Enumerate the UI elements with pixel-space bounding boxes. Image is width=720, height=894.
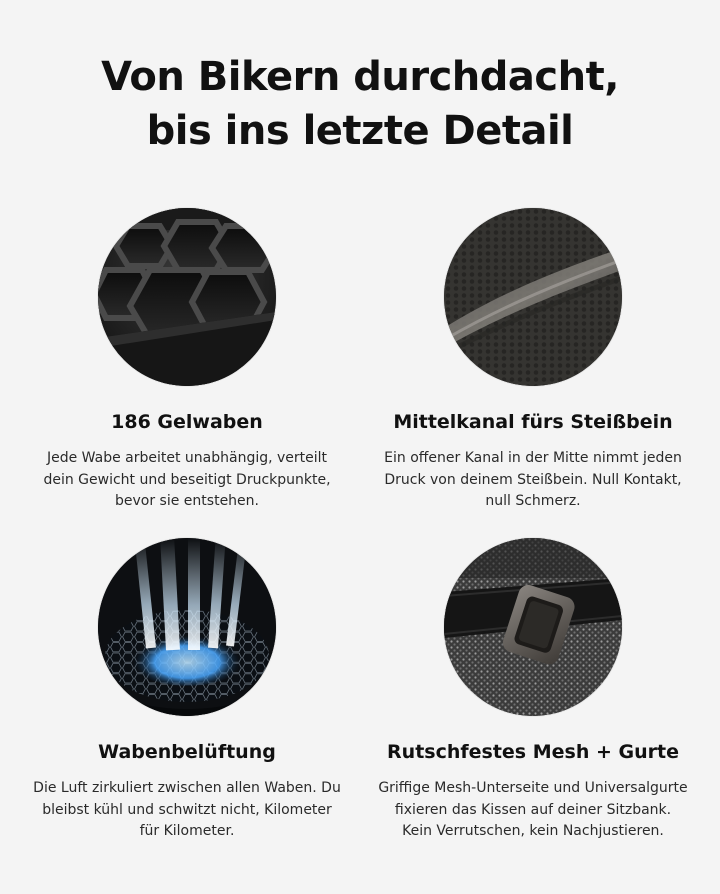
feature-description: Ein offener Kanal in der Mitte nimmt jeden Druck von deinem Steißbein. Null Kontakt, null Schmerz. xyxy=(384,450,682,509)
mesh-strap-image xyxy=(444,538,622,716)
page-headline xyxy=(0,50,720,158)
feature-title: Rutschfestes Mesh + Gurte xyxy=(387,741,679,763)
honeycomb-gel-image xyxy=(98,208,276,386)
headline-line-1: Von Bikern durchdacht, xyxy=(101,54,619,100)
feature-title: 186 Gelwaben xyxy=(111,411,263,433)
feature-description: Griffige Mesh-Unterseite und Universalgurte fixieren das Kissen auf deiner Sitzbank. Kein Verrutschen, kein Nachjustieren. xyxy=(378,780,688,839)
center-channel-image xyxy=(444,208,622,386)
feature-description: Die Luft zirkuliert zwischen allen Waben. Du bleibst kühl und schwitzt nicht, Kilometer für Kilometer. xyxy=(33,780,341,839)
feature-description: Jede Wabe arbeitet unabhängig, verteilt dein Gewicht und beseitigt Druckpunkte, bevor sie entstehen. xyxy=(43,450,331,509)
feature-center-channel xyxy=(353,208,713,513)
feature-mesh-straps xyxy=(353,538,713,843)
feature-title: Mittelkanal fürs Steißbein xyxy=(393,411,673,433)
feature-ventilation xyxy=(7,538,367,843)
feature-gel-cells xyxy=(7,208,367,513)
feature-title: Wabenbelüftung xyxy=(98,741,276,763)
headline-line-2: bis ins letzte Detail xyxy=(146,108,574,154)
ventilation-image xyxy=(98,538,276,716)
